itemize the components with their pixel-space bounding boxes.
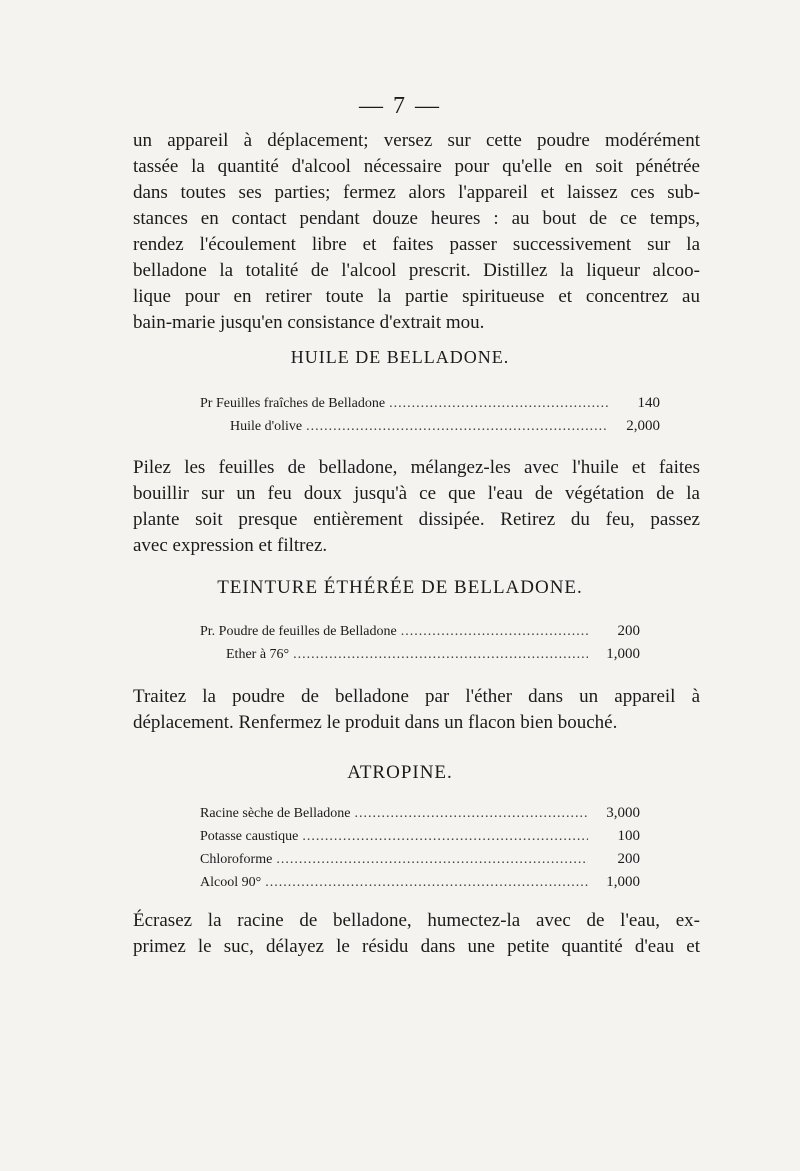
ingredient-quantity: 200 <box>617 623 640 639</box>
leader-dots <box>306 416 608 438</box>
text-line: tassée la quantité d'alcool nécessaire pour qu'elle en soit pénétrée <box>133 156 700 177</box>
text-line: plante soit presque entièrement dissipée. Retirez du feu, passez <box>133 509 700 530</box>
page-number: — 7 — <box>359 93 441 119</box>
ingredient-name: Chloroforme <box>200 852 273 867</box>
section-heading: ATROPINE. <box>347 762 453 783</box>
section-paragraph <box>133 684 700 736</box>
text-line: belladone la totalité de l'alcool prescrit. Distillez la liqueur alcoo- <box>133 260 700 281</box>
ingredient-quantity: 3,000 <box>606 805 640 821</box>
text-line: primez le suc, délayez le résidu dans une petite quantité d'eau et <box>133 936 700 957</box>
ingredient-name: Ether à 76° <box>226 647 290 662</box>
recipe-list <box>200 392 660 438</box>
ingredient-name: Pr Feuilles fraîches de Belladone <box>200 396 386 411</box>
text-line: bain-marie jusqu'en consistance d'extrait mou. <box>133 312 485 333</box>
ingredient-name: Pr. Poudre de feuilles de Belladone <box>200 624 397 639</box>
ingredient-quantity: 200 <box>617 851 640 867</box>
text-line: un appareil à déplacement; versez sur cette poudre modérément <box>133 130 700 151</box>
leader-dots <box>293 644 588 666</box>
section-paragraph <box>133 455 700 559</box>
ingredient-quantity: 100 <box>617 828 640 844</box>
text-line: déplacement. Renfermez le produit dans un flacon bien bouché. <box>133 712 618 733</box>
ingredient-quantity: 2,000 <box>626 418 660 434</box>
section-paragraph <box>133 908 700 960</box>
recipe-row <box>200 825 640 848</box>
text-line: avec expression et filtrez. <box>133 535 328 556</box>
ingredient-quantity: 1,000 <box>606 646 640 662</box>
leader-dots <box>354 803 588 825</box>
recipe-row <box>200 871 640 894</box>
leader-dots <box>401 621 588 643</box>
recipe-row <box>200 848 640 871</box>
recipe-row <box>200 392 660 415</box>
leader-dots <box>389 393 608 415</box>
ingredient-name: Alcool 90° <box>200 875 262 890</box>
text-line: Écrasez la racine de belladone, humectez-la avec de l'eau, ex- <box>133 910 700 931</box>
recipe-row <box>200 802 640 825</box>
text-line: bouillir sur un feu doux jusqu'à ce que l'eau de végétation de la <box>133 483 700 504</box>
recipe-row <box>200 620 640 643</box>
ingredient-quantity: 140 <box>637 395 660 411</box>
intro-paragraph <box>133 128 700 336</box>
section-heading: HUILE DE BELLADONE. <box>290 347 510 367</box>
leader-dots <box>265 872 588 894</box>
text-line: dans toutes ses parties; fermez alors l'appareil et laissez ces sub- <box>133 182 700 203</box>
text-line: Traitez la poudre de belladone par l'éther dans un appareil à <box>133 686 700 707</box>
ingredient-name: Huile d'olive <box>230 419 303 434</box>
ingredient-name: Racine sèche de Belladone <box>200 806 351 821</box>
ingredient-quantity: 1,000 <box>606 874 640 890</box>
recipe-row <box>200 643 640 666</box>
recipe-list <box>200 620 640 666</box>
leader-dots <box>276 849 588 871</box>
text-line: lique pour en retirer toute la partie spiritueuse et concentrez au <box>133 286 700 307</box>
text-line: rendez l'écoulement libre et faites passer successivement sur la <box>133 234 700 255</box>
ingredient-name: Potasse caustique <box>200 829 299 844</box>
recipe-list <box>200 802 640 894</box>
recipe-row <box>200 415 660 438</box>
leader-dots <box>302 826 588 848</box>
text-line: Pilez les feuilles de belladone, mélangez-les avec l'huile et faites <box>133 457 700 478</box>
text-line: stances en contact pendant douze heures : au bout de ce temps, <box>133 208 700 229</box>
section-heading: TEINTURE ÉTHÉRÉE DE BELLADONE. <box>217 577 583 598</box>
